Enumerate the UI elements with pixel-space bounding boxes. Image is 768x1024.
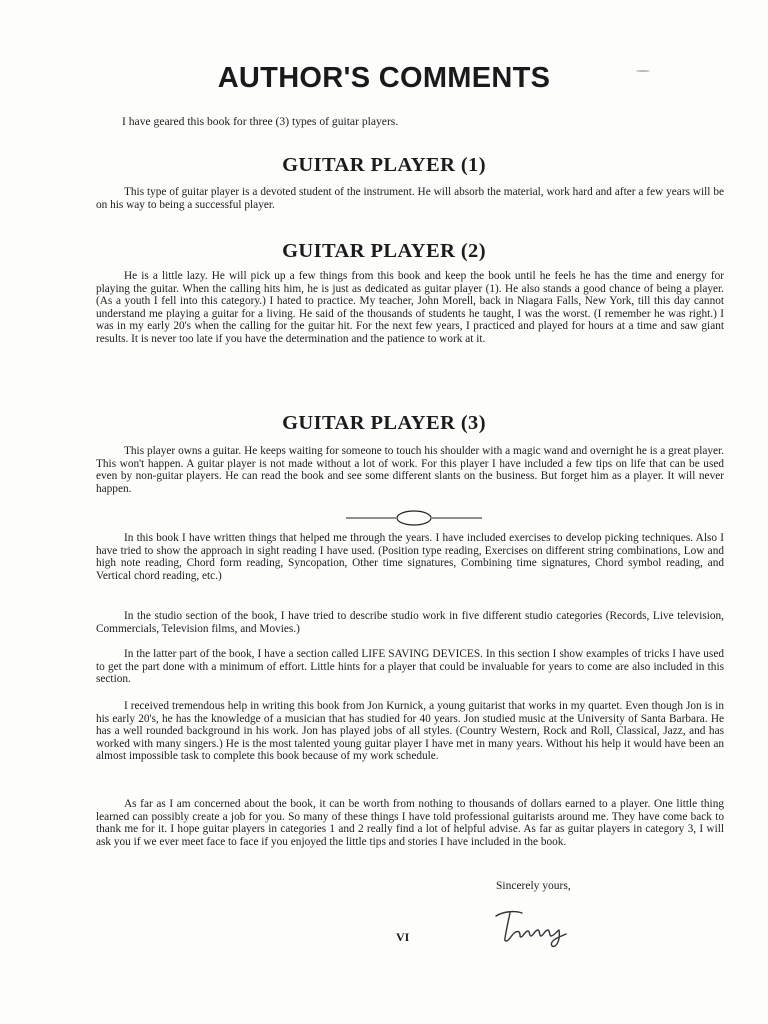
section-heading-3: GUITAR PLAYER (3) [282,412,486,434]
body-paragraph-2: In the studio section of the book, I have tried to describe studio work in five different studio categories (Records, Live television, Commercials, Television films, and Movies.) [96,610,724,635]
ornament-divider [346,508,482,528]
intro-text: I have geared this book for three (3) types of guitar players. [122,115,399,128]
section-text-3: This player owns a guitar. He keeps waiting for someone to touch his shoulder with a magic wand and overnight he is a great player. This won't happen. A guitar player is not made without a lot of work. For this player I have included a few tips on life that can be used even by non-guitar players. He can read the book and see some different slants on the business. But forget him as a player. It will never happen. [96,445,724,495]
section-heading-2: GUITAR PLAYER (2) [282,240,486,262]
page-number: VI [396,930,410,944]
handwritten-signature [488,906,580,950]
body-paragraph-5: As far as I am concerned about the book, it can be worth from nothing to thousands of dollars earned to a player. One little thing learned can possibly create a job for you. So many of these things I have told professional guitarists around me. They have come back to thank me for it. I hope guitar players in categories 1 and 2 really find a lot of helpful advise. As far as guitar players in category 3, I will ask you if we ever meet face to face if you enjoyed the little tips and stories I have included in the book. [96,798,724,848]
section-text-1: This type of guitar player is a devoted student of the instrument. He will absorb the material, work hard and after a few years will be on his way to being a successful player. [96,186,724,211]
body-paragraph-1: In this book I have written things that helped me through the years. I have included exercises to develop picking techniques. Also I have tried to show the approach in sight reading I have used. (Position type reading, Exercises on different string combinations, Low and high note reading, Chord form reading, Syncopation, Other time signatures, Combining time signatures, Chord symbol reading, and Vertical chord reading, etc.) [96,532,724,582]
body-paragraph-3: In the latter part of the book, I have a section called LIFE SAVING DEVICES. In this section I show examples of tricks I have used to get the part done with a minimum of effort. Little hints for a player that could be invaluable for years to come are also included in this section. [96,648,724,686]
closing-salutation: Sincerely yours, [496,880,571,892]
section-text-2: He is a little lazy. He will pick up a few things from this book and keep the book until he feels he has the time and energy for playing the guitar. When the calling hits him, he is just as dedicated as guitar player (1). He also stands a good chance of being a player. (As a youth I fell into this category.) I hated to practice. My teacher, John Morell, back in Niagara Falls, New York, till this day cannot understand me playing a guitar for a living. He said of the thousands of students he taught, I was the worst. (I remember he was right.) I was in my early 20's when the calling for the guitar hit. For the next few years, I practiced and played for hours at a time and saw giant results. It is never too late if you have the determination and the patience to work at it. [96,270,724,345]
section-heading-1: GUITAR PLAYER (1) [282,154,486,176]
page-title: AUTHOR'S COMMENTS [217,62,551,94]
body-paragraph-4: I received tremendous help in writing this book from Jon Kurnick, a young guitarist that works in my quartet. Even though Jon is in his early 20's, he has the knowledge of a musician that has studied for 40 years. Jon studied music at the University of Santa Barbara. He has a well rounded background in his work. Jon has played jobs of all styles. (Country Western, Rock and Roll, Classical, Jazz, and has worked with many singers.) He is the most talented young guitar player I have met in many years. Without his help it would have been an almost impossible task to complete this book because of my work schedule. [96,700,724,763]
scan-mark [636,70,650,72]
